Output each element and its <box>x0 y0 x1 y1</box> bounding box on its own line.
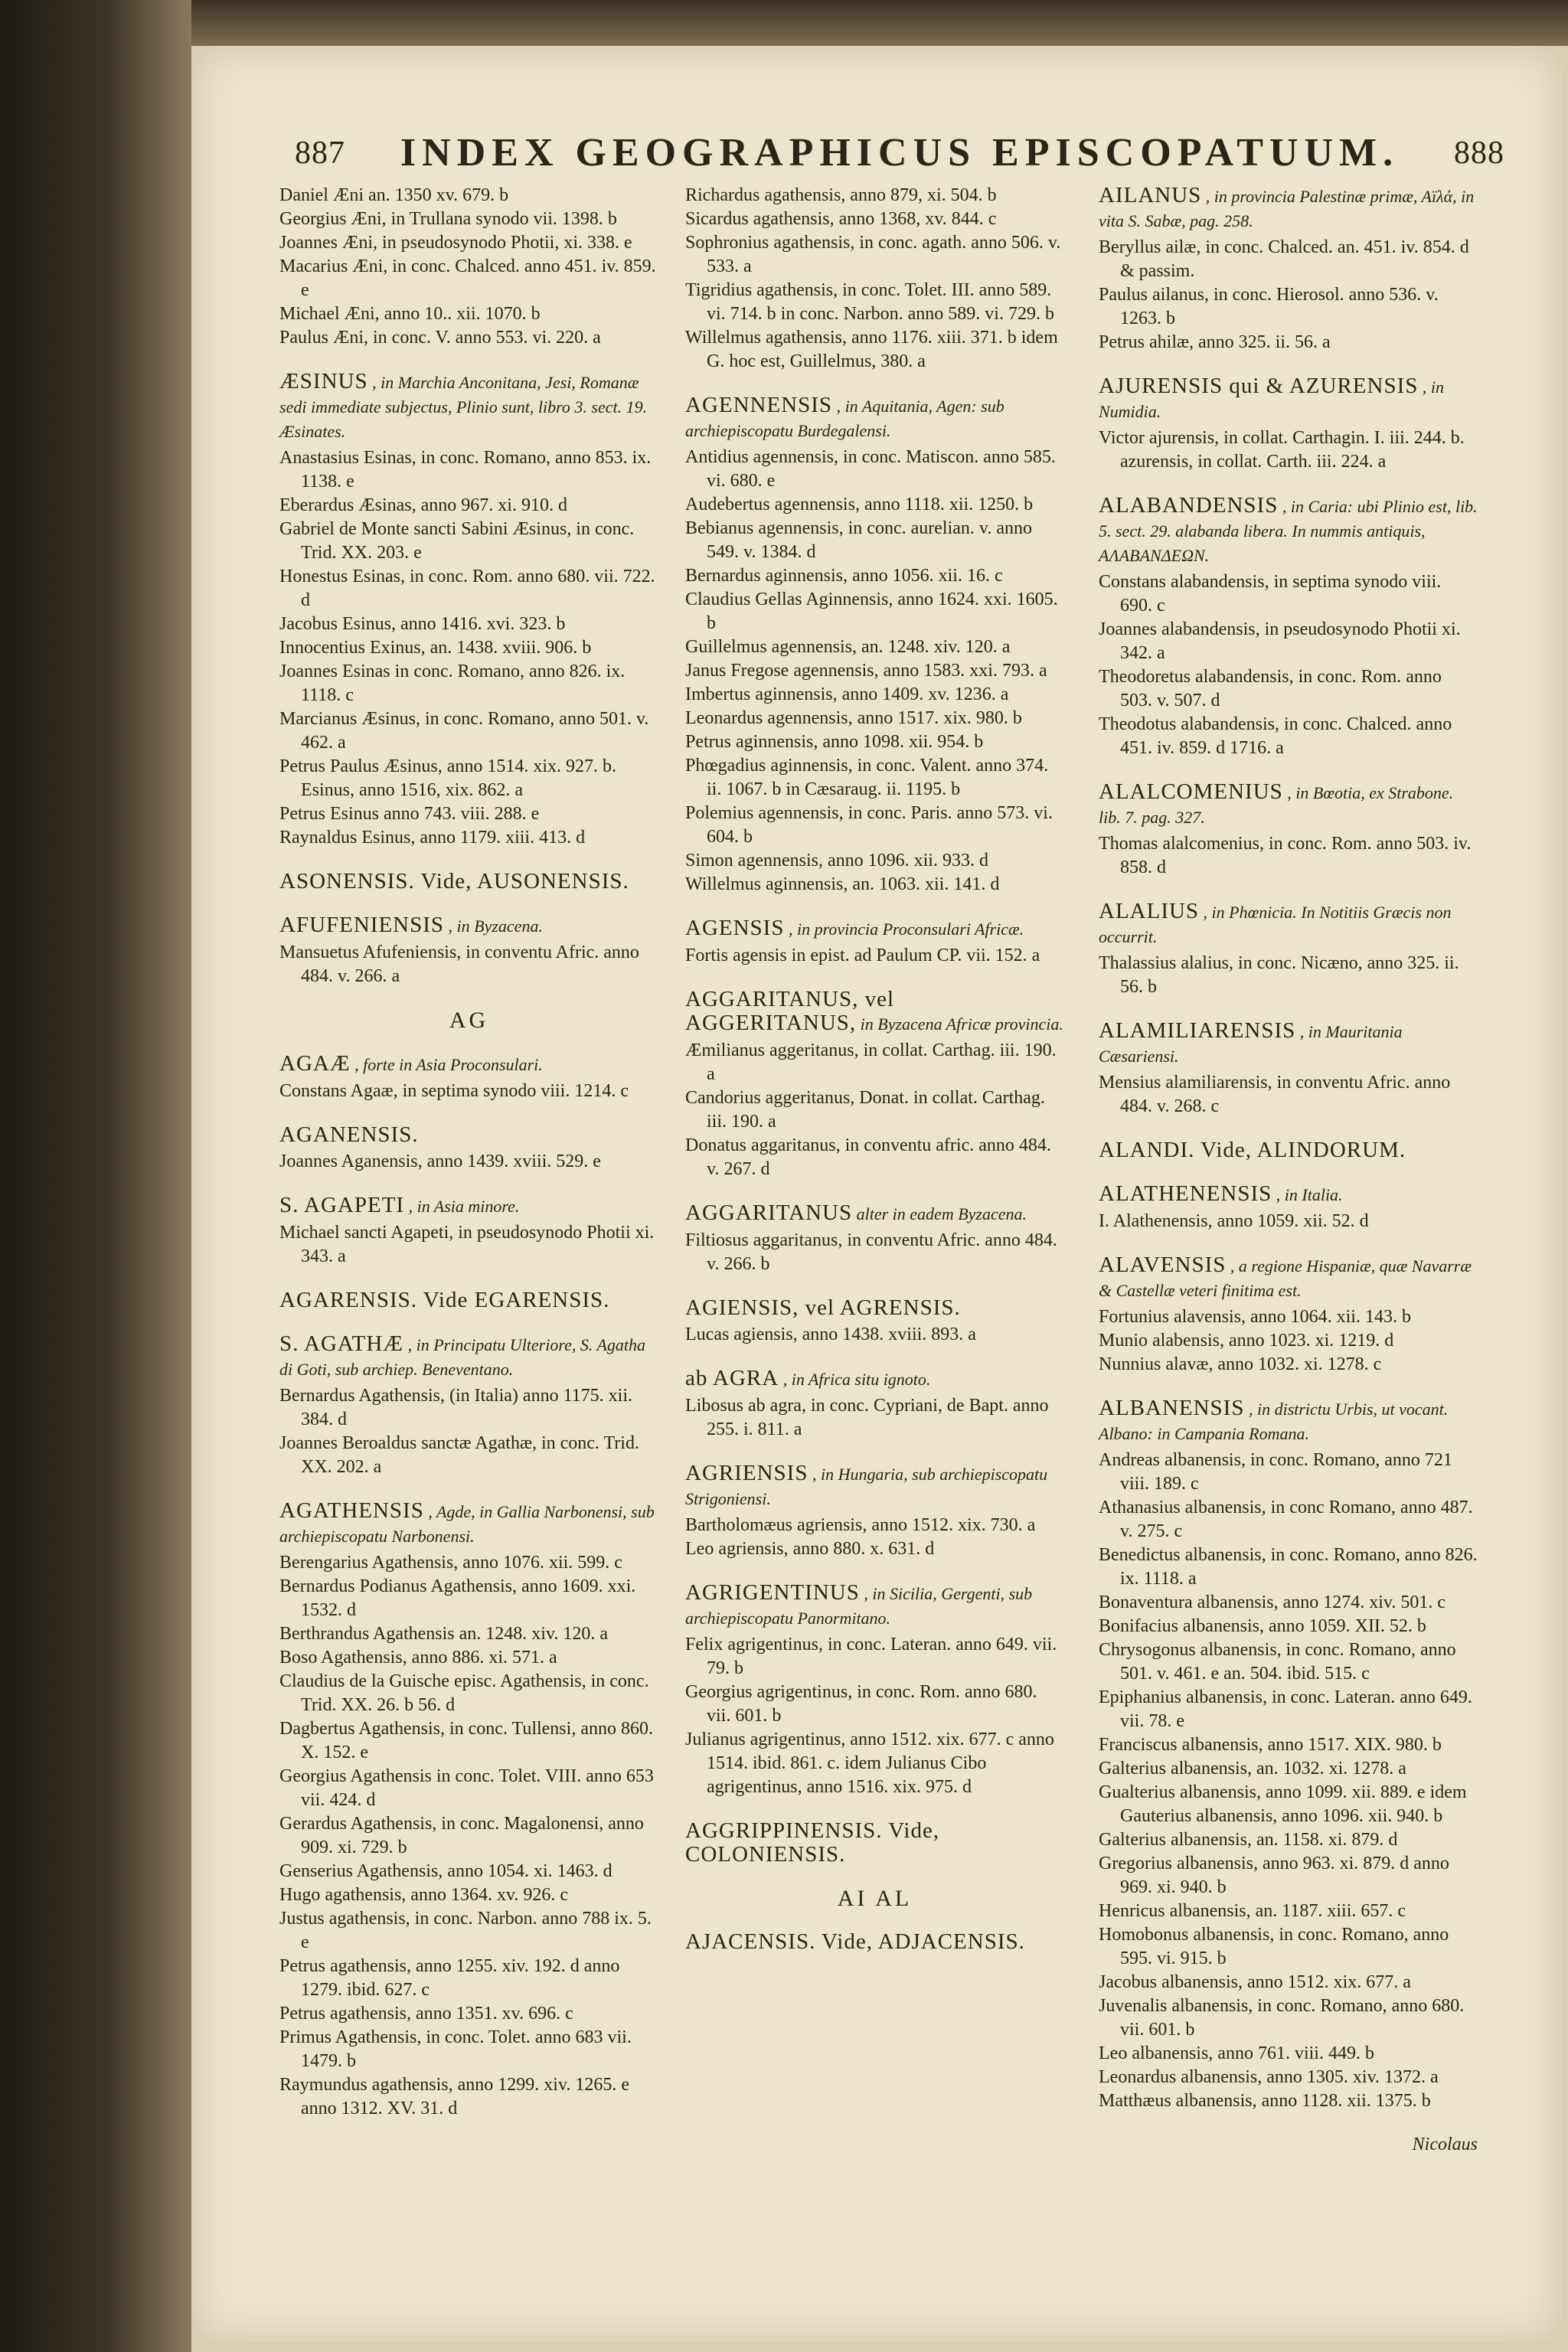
bishop-entry: Petrus ahilæ, anno 325. ii. 56. a <box>1099 332 1331 352</box>
see-description: , in Sicilia, Gergenti, sub archiepiscopatu Panormitano. <box>685 1584 1033 1628</box>
see-name: ab AGRA <box>685 1366 779 1390</box>
bishop-entry: Joannes Esinas in conc. Romano, anno 826. ix. 1118. c <box>279 662 626 705</box>
bishop-entry: Bernardus Podianus Agathensis, anno 1609. xxi. 1532. d <box>279 1576 636 1620</box>
section-letter-heading: AI AL <box>837 1886 913 1911</box>
bishop-entry: Bernardus Agathensis, (in Italia) anno 1175. xii. 384. d <box>279 1386 633 1429</box>
bishop-entry: Leonardus albanensis, anno 1305. xiv. 1372. a <box>1099 2067 1439 2087</box>
see-heading <box>1099 1182 1478 1207</box>
bishop-entry: Petrus agathensis, anno 1255. xiv. 192. d anno 1279. ibid. 627. c <box>279 1956 620 2000</box>
see-heading <box>685 1367 1064 1391</box>
bishop-entry: Sophronius agathensis, in conc. agath. anno 506. v. 533. a <box>685 233 1061 276</box>
index-entry-block <box>685 1581 1064 1799</box>
index-entry-block <box>279 913 658 988</box>
see-heading <box>279 1332 658 1381</box>
index-entry-block <box>685 988 1064 1181</box>
bishop-entry: Filtiosus aggaritanus, in conventu Afric. anno 484. v. 266. b <box>685 1230 1057 1274</box>
bishop-entry: Jacobus Esinus, anno 1416. xvi. 323. b <box>279 614 566 634</box>
see-heading <box>279 1289 658 1312</box>
see-description: , in Bœotia, ex Strabone. lib. 7. pag. 327. <box>1099 783 1454 827</box>
index-entry-block <box>685 1367 1064 1442</box>
see-description: , in Phœnicia. In Notitiis Græcis non occurrit. <box>1099 903 1452 946</box>
see-name: AGIENSIS, vel AGRENSIS. <box>685 1295 961 1320</box>
see-description: alter in eadem Byzacena. <box>852 1204 1027 1223</box>
bishop-entry: Hugo agathensis, anno 1364. xv. 926. c <box>279 1885 569 1905</box>
bishop-entry: Bartholomæus agriensis, anno 1512. xix. 730. a <box>685 1515 1036 1535</box>
bishop-entry: Marcianus Æsinus, in conc. Romano, anno 501. v. 462. a <box>279 709 649 753</box>
bishop-entry: Bonaventura albanensis, anno 1274. xiv. 501. c <box>1099 1592 1446 1612</box>
bishop-entry: Primus Agathensis, in conc. Tolet. anno 683 vii. 1479. b <box>279 2027 632 2071</box>
index-entry-block <box>279 1332 658 1479</box>
see-name: AGRIENSIS <box>685 1461 808 1485</box>
bishop-entry: Innocentius Exinus, an. 1438. xviii. 906. b <box>279 638 592 658</box>
see-description: , in Byzacena. <box>444 916 543 936</box>
index-entry-block <box>1099 1138 1478 1162</box>
index-entry-block <box>685 184 1064 374</box>
bishop-entry: I. Alathenensis, anno 1059. xii. 52. d <box>1099 1211 1369 1231</box>
see-description: , in Numidia. <box>1099 377 1444 421</box>
see-description: , in provincia Proconsulari Africæ. <box>784 920 1024 939</box>
bishop-entry: Beryllus ailæ, in conc. Chalced. an. 451. iv. 854. d & passim. <box>1099 237 1469 281</box>
see-description: , in districtu Urbis, ut vocant. Albano: in Campania Romana. <box>1099 1400 1449 1443</box>
bishop-entry: Juvenalis albanensis, in conc. Romano, anno 680. vii. 601. b <box>1099 1996 1465 2040</box>
bishop-entry: Claudius Gellas Aginnensis, anno 1624. xxi. 1605. b <box>685 590 1058 633</box>
bishop-entry: Antidius agennensis, in conc. Matiscon. anno 585. vi. 680. e <box>685 447 1056 491</box>
bishop-entry: Berengarius Agathensis, anno 1076. xii. 599. c <box>279 1553 622 1573</box>
index-entry-block <box>685 1296 1064 1347</box>
bishop-entry: Constans alabandensis, in septima synodo viii. 690. c <box>1099 572 1442 616</box>
bishop-entry: Gregorius albanensis, anno 963. xi. 879. d anno 969. xi. 940. b <box>1099 1854 1449 1897</box>
bishop-entry: Sicardus agathensis, anno 1368, xv. 844. c <box>685 209 997 229</box>
bishop-entry: Guillelmus agennensis, an. 1248. xiv. 120. a <box>685 637 1011 657</box>
see-name: AGGARITANUS <box>685 1200 853 1225</box>
index-column-3 <box>1099 184 1478 2157</box>
book-binding-edge <box>0 0 191 2352</box>
see-description: in Byzacena Africæ provincia. <box>856 1014 1063 1034</box>
bishop-entry: Bernardus aginnensis, anno 1056. xii. 16. c <box>685 566 1003 586</box>
bishop-entry: Georgius Æni, in Trullana synodo vii. 1398. b <box>279 209 617 229</box>
see-heading <box>1099 1396 1478 1446</box>
index-entry-block <box>279 1123 658 1174</box>
see-name: ALALCOMENIUS <box>1099 779 1283 804</box>
see-name: ALAMILIARENSIS <box>1099 1018 1296 1043</box>
see-name: ÆSINUS <box>279 369 368 394</box>
see-heading <box>279 1499 658 1548</box>
bishop-entry: Leo agriensis, anno 880. x. 631. d <box>685 1539 935 1559</box>
see-heading <box>685 1581 1064 1630</box>
bishop-entry: Genserius Agathensis, anno 1054. xi. 1463. d <box>279 1861 612 1881</box>
bishop-entry: Gualterius albanensis, anno 1099. xii. 889. e idem Gauterius albanensis, anno 1096. xii. 940. b <box>1099 1782 1467 1826</box>
bishop-entry: Fortis agensis in epist. ad Paulum CP. vii. 152. a <box>685 946 1040 965</box>
bishop-entry: Æmilianus aggeritanus, in collat. Carthag. iii. 190. a <box>685 1040 1057 1084</box>
see-name: AJACENSIS. Vide, ADJACENSIS. <box>685 1929 1025 1954</box>
index-entry-block <box>1099 1182 1478 1233</box>
see-heading <box>279 1052 658 1076</box>
index-entry-block <box>685 394 1064 897</box>
see-heading <box>279 370 658 443</box>
index-entry-block <box>279 370 658 850</box>
see-heading <box>1099 184 1478 233</box>
bishop-entry: Audebertus agennensis, anno 1118. xii. 1250. b <box>685 495 1034 514</box>
bishop-entry: Felix agrigentinus, in conc. Lateran. anno 649. vii. 79. b <box>685 1635 1057 1678</box>
bishop-entry: Donatus aggaritanus, in conventu afric. anno 484. v. 267. d <box>685 1135 1051 1179</box>
see-heading <box>685 1201 1064 1226</box>
bishop-entry: Gabriel de Monte sancti Sabini Æsinus, in conc. Trid. XX. 203. e <box>279 519 635 563</box>
bishop-entry: Franciscus albanensis, anno 1517. XIX. 980. b <box>1099 1735 1442 1755</box>
see-heading <box>685 1930 1064 1954</box>
see-description: , in Italia. <box>1272 1185 1343 1204</box>
see-name: AGAÆ <box>279 1051 351 1076</box>
see-heading <box>685 1462 1064 1511</box>
bishop-entry: Michael sancti Agapeti, in pseudosynodo Photii xi. 343. a <box>279 1223 655 1266</box>
index-entry-block <box>1099 374 1478 474</box>
see-heading <box>685 1819 1064 1867</box>
index-entry-block <box>279 1194 658 1269</box>
bishop-entry: Leonardus agennensis, anno 1517. xix. 980. b <box>685 708 1022 728</box>
index-entry-block <box>1099 1019 1478 1119</box>
bishop-entry: Tigridius agathensis, in conc. Tolet. III. anno 589. vi. 714. b in conc. Narbon. anno 589. vi. 729. b <box>685 280 1054 324</box>
see-heading <box>685 394 1064 443</box>
bishop-entry: Bebianus agennensis, in conc. aurelian. v. anno 549. v. 1384. d <box>685 518 1032 562</box>
bishop-entry: Imbertus aginnensis, anno 1409. xv. 1236. a <box>685 684 1009 704</box>
see-description: , in Hungaria, sub archiepiscopatu Strigoniensi. <box>685 1465 1048 1508</box>
bishop-entry: Mansuetus Afufeniensis, in conventu Afric. anno 484. v. 266. a <box>279 942 639 986</box>
bishop-entry: Jacobus albanensis, anno 1512. xix. 677. a <box>1099 1972 1411 1992</box>
bishop-entry: Richardus agathensis, anno 879, xi. 504. b <box>685 185 997 205</box>
bishop-entry: Theodoretus alabandensis, in conc. Rom. anno 503. v. 507. d <box>1099 667 1442 710</box>
bishop-entry: Bonifacius albanensis, anno 1059. XII. 52. b <box>1099 1616 1426 1636</box>
bishop-entry: Phœgadius aginnensis, in conc. Valent. anno 374. ii. 1067. b in Cæsaraug. ii. 1195. b <box>685 756 1049 799</box>
see-name: S. AGAPETI <box>279 1193 405 1217</box>
bishop-entry: Petrus Esinus anno 743. viii. 288. e <box>279 804 540 824</box>
index-entry-block <box>1099 900 1478 999</box>
see-heading <box>685 916 1064 941</box>
see-description: , in Caria: ubi Plinio est, lib. 5. sect. 29. alabanda libera. In nummis antiquis, ΑΛΑΒΑΝΔΕΩΝ. <box>1099 497 1478 565</box>
bishop-entry: Georgius Agathensis in conc. Tolet. VIII. anno 653 vii. 424. d <box>279 1766 654 1810</box>
bishop-entry: Munio alabensis, anno 1023. xi. 1219. d <box>1099 1331 1394 1351</box>
index-column-1 <box>279 184 658 2141</box>
see-description: , a regione Hispaniæ, quæ Navarræ & Castellæ veteri finitima est. <box>1099 1256 1472 1300</box>
see-name: AFUFENIENSIS <box>279 913 445 937</box>
bishop-entry: Matthæus albanensis, anno 1128. xii. 1375. b <box>1099 2091 1431 2111</box>
bishop-entry: Paulus Æni, in conc. V. anno 553. vi. 220. a <box>279 328 601 348</box>
catchword: Nicolaus <box>1412 2135 1478 2154</box>
see-name: S. AGATHÆ <box>279 1331 404 1356</box>
bishop-entry: Candorius aggeritanus, Donat. in collat. Carthag. iii. 190. a <box>685 1088 1045 1132</box>
section-letter-heading: AG <box>449 1008 489 1033</box>
bishop-entry: Simon agennensis, anno 1096. xii. 933. d <box>685 851 988 871</box>
see-description: , in Marchia Anconitana, Jesi, Romanæ sedi immediate subjectus, Plinio sunt, libro 3. sect. 19. Æsinates. <box>279 373 648 441</box>
see-heading <box>279 1123 658 1147</box>
index-column-2 <box>685 184 1064 1974</box>
see-name: ALALIUS <box>1099 899 1200 923</box>
bishop-entry: Georgius agrigentinus, in conc. Rom. anno 680. vii. 601. b <box>685 1682 1037 1726</box>
see-name: ALABANDENSIS <box>1099 493 1279 518</box>
bishop-entry: Willelmus agathensis, anno 1176. xiii. 371. b idem G. hoc est, Guillelmus, 380. a <box>685 328 1058 371</box>
see-heading <box>279 870 658 893</box>
see-heading <box>1099 1253 1478 1302</box>
bishop-entry: Nunnius alavæ, anno 1032. xi. 1278. c <box>1099 1354 1382 1374</box>
index-entry-block <box>279 1052 658 1103</box>
bishop-entry: Victor ajurensis, in collat. Carthagin. I. iii. 244. b. azurensis, in collat. Carth. iii. 224. a <box>1099 428 1465 472</box>
see-name: AGRIGENTINUS <box>685 1580 860 1605</box>
bishop-entry: Petrus agathensis, anno 1351. xv. 696. c <box>279 2004 573 2024</box>
see-heading <box>1099 1138 1478 1162</box>
bishop-entry: Berthrandus Agathensis an. 1248. xiv. 120. a <box>279 1624 609 1644</box>
index-entry-block <box>685 916 1064 968</box>
bishop-entry: Michael Æni, anno 10.. xii. 1070. b <box>279 304 541 324</box>
bishop-entry: Justus agathensis, in conc. Narbon. anno 788 ix. 5. e <box>279 1909 652 1952</box>
bishop-entry: Thalassius alalius, in conc. Nicæno, anno 325. ii. 56. b <box>1099 953 1459 997</box>
bishop-entry: Joannes alabandensis, in pseudosynodo Photii xi. 342. a <box>1099 619 1461 663</box>
bishop-entry: Dagbertus Agathensis, in conc. Tullensi, anno 860. X. 152. e <box>279 1719 653 1762</box>
bishop-entry: Chrysogonus albanensis, in conc. Romano, anno 501. v. 461. e an. 504. ibid. 515. c <box>1099 1640 1456 1684</box>
bishop-entry: Theodotus alabandensis, in conc. Chalced. anno 451. iv. 859. d 1716. a <box>1099 714 1452 758</box>
index-entry-block <box>685 1930 1064 1954</box>
see-description: , in Aquitania, Agen: sub archiepiscopatu Burdegalensi. <box>685 397 1004 440</box>
see-name: AGATHENSIS <box>279 1498 424 1523</box>
see-description: , in Mauritania Cæsariensi. <box>1099 1022 1403 1066</box>
see-name: ALAVENSIS <box>1099 1253 1227 1277</box>
bishop-entry: Libosus ab agra, in conc. Cypriani, de Bapt. anno 255. i. 811. a <box>685 1396 1049 1439</box>
bishop-entry: Athanasius albanensis, in conc Romano, anno 487. v. 275. c <box>1099 1498 1473 1541</box>
see-name: ALBANENSIS <box>1099 1396 1245 1420</box>
see-name: AILANUS <box>1099 183 1202 207</box>
index-entry-block <box>279 870 658 893</box>
see-description: , in Africa situ ignoto. <box>779 1370 931 1389</box>
bishop-entry: Macarius Æni, in conc. Chalced. anno 451. iv. 859. e <box>279 256 656 300</box>
bishop-entry: Leo albanensis, anno 761. viii. 449. b <box>1099 2043 1374 2063</box>
see-description: , Agde, in Gallia Narbonensi, sub archiepiscopatu Narbonensi. <box>279 1502 655 1546</box>
bishop-entry: Raynaldus Esinus, anno 1179. xiii. 413. d <box>279 828 586 848</box>
bishop-entry: Claudius de la Guische episc. Agathensis, in conc. Trid. XX. 26. b 56. d <box>279 1671 649 1715</box>
see-name: AJURENSIS qui & AZURENSIS <box>1099 374 1419 398</box>
index-entry-block <box>685 1201 1064 1276</box>
bishop-entry: Paulus ailanus, in conc. Hierosol. anno 536. v. 1263. b <box>1099 285 1439 328</box>
page-title: INDEX GEOGRAPHICUS EPISCOPATUUM. <box>400 131 1400 175</box>
index-entry-block <box>279 1499 658 2121</box>
index-entry-block <box>685 1462 1064 1561</box>
bishop-entry: Joannes Aganensis, anno 1439. xviii. 529. e <box>279 1152 601 1171</box>
see-name: AGENNENSIS <box>685 393 833 417</box>
see-heading <box>1099 374 1478 423</box>
index-entry-block <box>685 1819 1064 1867</box>
bishop-entry: Galterius albanensis, an. 1032. xi. 1278. a <box>1099 1759 1406 1779</box>
bishop-entry: Homobonus albanensis, in conc. Romano, anno 595. vi. 915. b <box>1099 1925 1449 1968</box>
book-top-edge <box>0 0 1568 46</box>
bishop-entry: Polemius agennensis, in conc. Paris. anno 573. vi. 604. b <box>685 803 1053 847</box>
bishop-entry: Raymundus agathensis, anno 1299. xiv. 1265. e anno 1312. XV. 31. d <box>279 2075 630 2118</box>
see-heading <box>1099 494 1478 567</box>
page-number-right: 888 <box>1454 136 1504 171</box>
see-name: AGGRIPPINENSIS. Vide, COLONIENSIS. <box>685 1818 940 1867</box>
bishop-entry: Janus Fregose agennensis, anno 1583. xxi. 793. a <box>685 661 1047 681</box>
bishop-entry: Daniel Æni an. 1350 xv. 679. b <box>279 185 509 205</box>
index-entry-block <box>279 184 658 350</box>
bishop-entry: Benedictus albanensis, in conc. Romano, anno 826. ix. 1118. a <box>1099 1545 1478 1589</box>
see-name: ASONENSIS. Vide, AUSONENSIS. <box>279 869 629 893</box>
see-heading <box>1099 1019 1478 1068</box>
bishop-entry: Petrus aginnensis, anno 1098. xii. 954. b <box>685 732 984 752</box>
see-description: , forte in Asia Proconsulari. <box>350 1055 543 1074</box>
see-name: AGANENSIS. <box>279 1122 419 1147</box>
bishop-entry: Anastasius Esinas, in conc. Romano, anno 853. ix. 1138. e <box>279 448 652 492</box>
bishop-entry: Galterius albanensis, an. 1158. xi. 879. d <box>1099 1830 1398 1850</box>
bishop-entry: Mensius alamiliarensis, in conventu Afric. anno 484. v. 268. c <box>1099 1073 1451 1116</box>
bishop-entry: Henricus albanensis, an. 1187. xiii. 657. c <box>1099 1901 1406 1921</box>
see-name: ALANDI. Vide, ALINDORUM. <box>1099 1138 1406 1162</box>
page-number-left: 887 <box>295 136 345 171</box>
bishop-entry: Thomas alalcomenius, in conc. Rom. anno 503. iv. 858. d <box>1099 834 1472 877</box>
see-heading <box>279 913 658 938</box>
index-entry-block <box>1099 1396 1478 2113</box>
bishop-entry: Joannes Beroaldus sanctæ Agathæ, in conc. Trid. XX. 202. a <box>279 1433 639 1477</box>
see-name: AGENSIS <box>685 916 785 940</box>
see-heading <box>685 988 1064 1036</box>
index-entry-block <box>279 1289 658 1312</box>
see-name: AGARENSIS. Vide EGARENSIS. <box>279 1288 610 1312</box>
bishop-entry: Epiphanius albanensis, in conc. Lateran. anno 649. vii. 78. e <box>1099 1687 1472 1731</box>
see-description: , in Asia minore. <box>404 1197 520 1216</box>
bishop-entry: Joannes Æni, in pseudosynodo Photii, xi. 338. e <box>279 233 632 253</box>
bishop-entry: Julianus agrigentinus, anno 1512. xix. 677. c anno 1514. ibid. 861. c. idem Julianus Cibo agrigentinus, anno 1516. xix. 975. d <box>685 1730 1054 1797</box>
index-entry-block <box>1099 1253 1478 1377</box>
bishop-entry: Andreas albanensis, in conc. Romano, anno 721 viii. 189. c <box>1099 1450 1452 1494</box>
bishop-entry: Gerardus Agathensis, in conc. Magalonensi, anno 909. xi. 729. b <box>279 1814 644 1857</box>
running-header <box>295 130 1504 184</box>
see-name: AGGARITANUS, vel AGGERITANUS, <box>685 987 895 1035</box>
see-heading <box>279 1194 658 1218</box>
see-description: , in Principatu Ulteriore, S. Agatha di Goti, sub archiep. Beneventano. <box>279 1335 646 1379</box>
see-heading <box>1099 780 1478 829</box>
index-entry-block <box>1099 494 1478 760</box>
bishop-entry: Constans Agaæ, in septima synodo viii. 1214. c <box>279 1081 629 1101</box>
bishop-entry: Fortunius alavensis, anno 1064. xii. 143. b <box>1099 1307 1411 1327</box>
see-heading <box>685 1296 1064 1320</box>
see-heading <box>1099 900 1478 949</box>
bishop-entry: Honestus Esinas, in conc. Rom. anno 680. vii. 722. d <box>279 567 655 610</box>
index-entry-block <box>1099 184 1478 354</box>
bishop-entry: Willelmus aginnensis, an. 1063. xii. 141. d <box>685 874 1000 894</box>
see-description: , in provincia Palestinæ primæ, Aïλά, in vita S. Sabæ, pag. 258. <box>1099 187 1475 230</box>
index-entry-block <box>1099 780 1478 880</box>
bishop-entry: Boso Agathensis, anno 886. xi. 571. a <box>279 1648 557 1668</box>
bishop-entry: Petrus Paulus Æsinus, anno 1514. xix. 927. b. Esinus, anno 1516, xix. 862. a <box>279 756 617 800</box>
bishop-entry: Eberardus Æsinas, anno 967. xi. 910. d <box>279 495 567 515</box>
see-name: ALATHENENSIS <box>1099 1181 1272 1206</box>
bishop-entry: Lucas agiensis, anno 1438. xviii. 893. a <box>685 1325 976 1344</box>
